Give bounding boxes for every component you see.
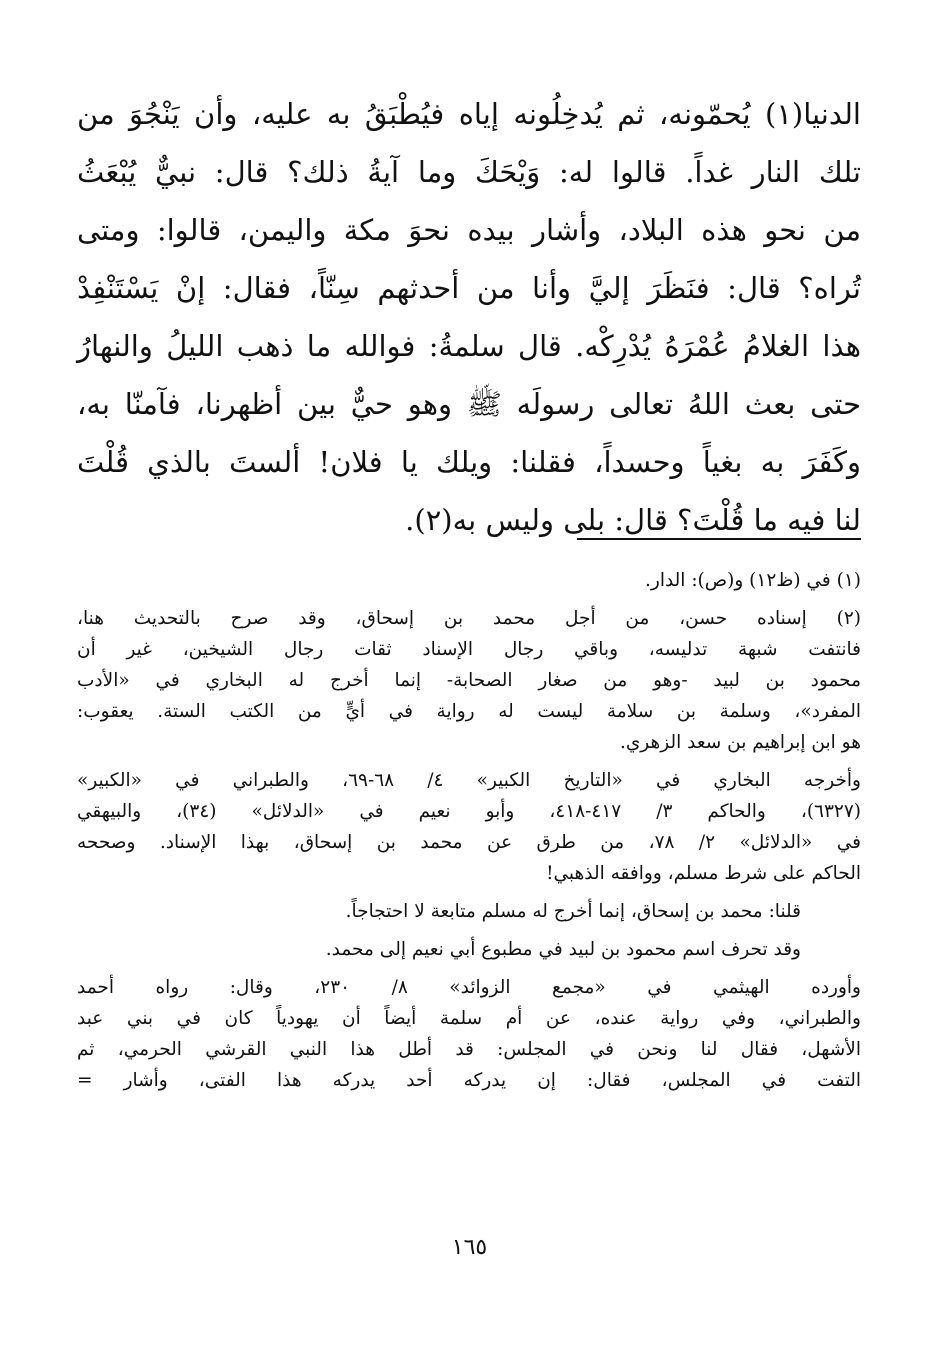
- footnote-2-qulna: [77, 896, 861, 927]
- footnote-line: في «الدلائل» ٢/ ٧٨، من طرق عن محمد بن إسحاق، بهذا الإسناد. وصححه: [77, 832, 861, 853]
- footnote-2-takhrij: [77, 765, 861, 889]
- footnote-2-haythami: [77, 972, 861, 1096]
- footnote-line: (٢) إسناده حسن، من أجل محمد بن إسحاق، وقد صرح بالتحديث هنا،: [77, 608, 861, 629]
- footnote-line: قلنا: محمد بن إسحاق، إنما أخرج له مسلم متابعة لا احتجاجاً.: [345, 901, 801, 922]
- footnote-1: [77, 565, 861, 596]
- footnotes-block: [77, 565, 861, 1096]
- main-line: حتى بعث اللهُ تعالى رسولَه ﷺ وهو حيٌّ بين أظهرنا، فآمنّا به،: [77, 387, 861, 421]
- main-text-block: [77, 85, 861, 549]
- main-line: وكَفَرَ به بغياً وحسداً، فقلنا: ويلك يا فلان! ألستَ بالذي قُلْتَ: [77, 445, 861, 479]
- main-line: تُراه؟ قال: فنَظَرَ إليَّ وأنا من أحدثهم سِنّاً، فقال: إنْ يَسْتَنْفِدْ: [77, 271, 861, 305]
- footnote-line: (١) في (ظ١٢) و(ص): الدار.: [645, 570, 861, 591]
- footnote-line: (٦٣٢٧)، والحاكم ٣/ ٤١٧-٤١٨، وأبو نعيم في «الدلائل» (٣٤)، والبيهقي: [77, 801, 862, 822]
- footnote-line: وأورده الهيثمي في «مجمع الزوائد» ٨/ ٢٣٠، وقال: رواه أحمد: [77, 977, 861, 998]
- footnote-line: الأشهل، فقال لنا ونحن في المجلس: قد أطل هذا النبي القرشي الحرمي، ثم: [77, 1039, 861, 1060]
- footnote-line: هو ابن إبراهيم بن سعد الزهري.: [619, 732, 861, 753]
- footnote-line: والطبراني، وفي رواية عنده، عن أم سلمة أيضاً أن يهودياً كان في بني عبد: [77, 1008, 861, 1029]
- page-number: ١٦٥: [451, 1235, 488, 1260]
- main-line: من نحو هذه البلاد، وأشار بيده نحوَ مكة واليمن، قالوا: ومتى: [77, 213, 861, 247]
- main-line: تلك النار غداً. قالوا له: وَيْحَكَ وما آيةُ ذلك؟ قال: نبيٌّ يُبْعَثُ: [77, 155, 861, 189]
- footnote-line: الحاكم على شرط مسلم، ووافقه الذهبي!: [546, 863, 861, 884]
- main-line: الدنيا(١) يُحمّونه، ثم يُدخِلُونه إياه فيُطْبَقُ به عليه، وأن يَنْجُوَ من: [77, 97, 861, 131]
- main-line: لنا فيه ما قُلْتَ؟ قال: بلى وليس به(٢).: [405, 503, 861, 537]
- footnote-line: وقد تحرف اسم محمود بن لبيد في مطبوع أبي نعيم إلى محمد.: [325, 939, 801, 960]
- footnote-line: التفت في المجلس، فقال: إن يدركه أحد يدركه هذا الفتى، وأشار =: [77, 1070, 861, 1091]
- footnote-line: محمود بن لبيد -وهو من صغار الصحابة- إنما أخرج له البخاري في «الأدب: [77, 670, 861, 691]
- footnote-line: فانتفت شبهة تدليسه، وباقي رجال الإسناد ثقات رجال الشيخين، غير أن: [77, 639, 861, 660]
- footnote-separator: [577, 538, 861, 540]
- footnote-line: المفرد»، وسلمة بن سلامة ليست له رواية في أيٍّ من الكتب الستة. يعقوب:: [77, 701, 861, 722]
- footnote-2: [77, 603, 861, 758]
- main-line: هذا الغلامُ عُمْرَهُ يُدْرِكْه. قال سلمةُ: فوالله ما ذهب الليلُ والنهارُ: [77, 329, 861, 363]
- footnote-line: وأخرجه البخاري في «التاريخ الكبير» ٤/ ٦٨-٦٩، والطبراني في «الكبير»: [77, 770, 861, 791]
- footnote-2-tahrif: [77, 934, 861, 965]
